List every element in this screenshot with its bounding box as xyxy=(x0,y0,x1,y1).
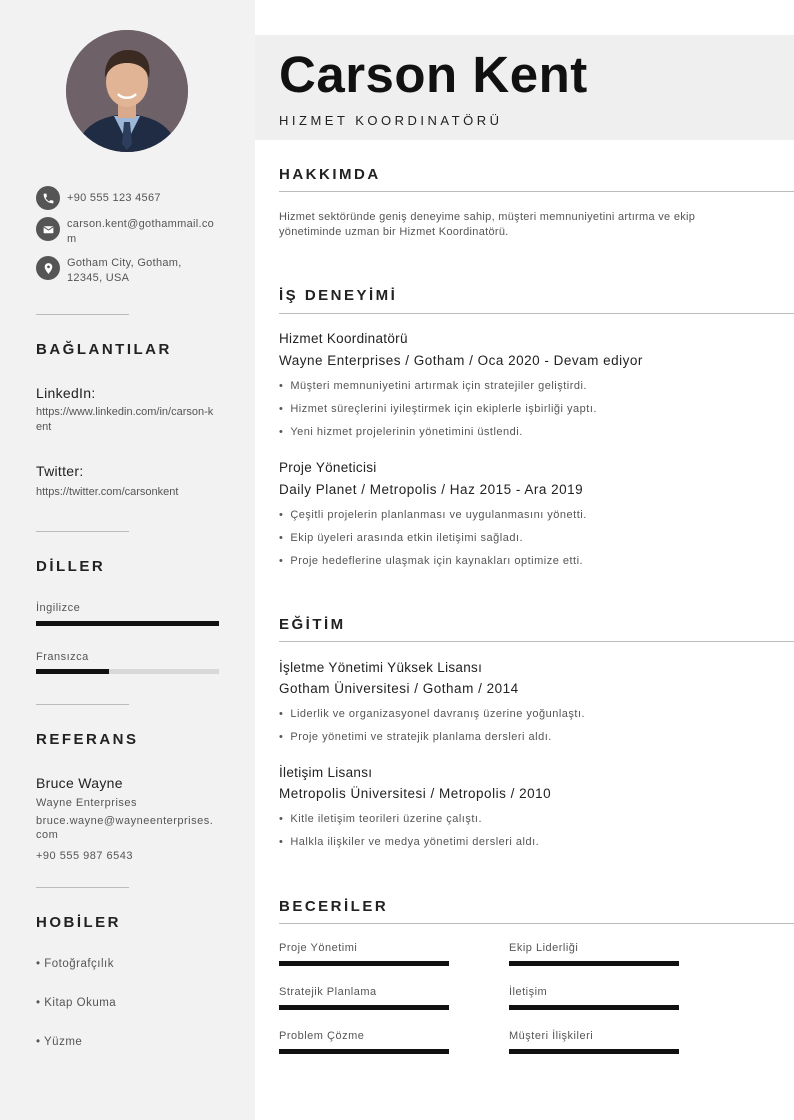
job-bullet: • Yeni hizmet projelerinin yönetimini üstlendi. xyxy=(279,426,523,438)
skill-level-fill xyxy=(279,1005,449,1010)
links-heading: BAĞLANTILAR xyxy=(36,341,172,358)
skill-level-fill xyxy=(509,1049,679,1054)
sidebar-divider xyxy=(36,531,129,532)
job-bullet: • Hizmet süreçlerini iyileştirmek için ekiplerle işbirliği yaptı. xyxy=(279,403,597,415)
address-text: Gotham City, Gotham, 12345, USA xyxy=(67,257,182,284)
skill-level-bar xyxy=(509,1005,679,1010)
education-bullet: • Kitle iletişim teorileri üzerine çalıştı. xyxy=(279,813,482,825)
skill-level-bar xyxy=(279,961,449,966)
skill-name: Stratejik Planlama xyxy=(279,986,377,998)
contact-address xyxy=(36,256,207,286)
contact-email xyxy=(36,217,219,247)
degree-title: İletişim Lisansı xyxy=(279,765,373,780)
degree-details: Metropolis Üniversitesi / Metropolis / 2010 xyxy=(279,786,552,801)
language-name: İngilizce xyxy=(36,602,81,614)
language-level-fill xyxy=(36,621,219,626)
degree-title: İşletme Yönetimi Yüksek Lisansı xyxy=(279,660,483,675)
phone-icon xyxy=(36,186,60,210)
about-text: Hizmet sektöründe geniş deneyime sahip, müşteri memnuniyetini artırma ve ekip yönetiminde uzman bir Hizmet Koordinatörü. xyxy=(279,211,696,238)
skill-level-bar xyxy=(279,1049,449,1054)
linkedin-url[interactable]: https://www.linkedin.com/in/carson-kent xyxy=(36,406,214,433)
envelope-icon xyxy=(36,217,60,241)
twitter-url[interactable]: https://twitter.com/carsonkent xyxy=(36,486,179,498)
section-rule xyxy=(279,923,794,924)
job-title-header: HIZMET KOORDINATÖRÜ xyxy=(279,113,503,128)
sidebar-divider xyxy=(36,314,129,315)
skill-level-bar xyxy=(509,1049,679,1054)
sidebar-divider xyxy=(36,887,129,888)
hobby-item: • Kitap Okuma xyxy=(36,997,117,1009)
hobby-item: • Fotoğrafçılık xyxy=(36,958,115,970)
skill-level-fill xyxy=(509,961,679,966)
reference-email[interactable]: bruce.wayne@wayneenterprises.com xyxy=(36,815,214,841)
language-name: Fransızca xyxy=(36,651,89,663)
about-heading: HAKKIMDA xyxy=(279,166,381,183)
language-level-bar xyxy=(36,621,219,626)
hobbies-heading: HOBİLER xyxy=(36,914,121,931)
email-link[interactable]: carson.kent@gothammail.com xyxy=(67,218,215,245)
job-details: Daily Planet / Metropolis / Haz 2015 - Ara 2019 xyxy=(279,482,584,497)
skills-heading: BECERİLER xyxy=(279,898,389,915)
skill-name: İletişim xyxy=(509,986,548,998)
reference-name: Bruce Wayne xyxy=(36,775,123,791)
job-bullet: • Ekip üyeleri arasında etkin iletişimi sağladı. xyxy=(279,532,523,544)
skill-name: Problem Çözme xyxy=(279,1030,365,1042)
skill-name: Ekip Liderliği xyxy=(509,942,579,954)
experience-heading: İŞ DENEYİMİ xyxy=(279,287,398,304)
language-level-bar xyxy=(36,669,219,674)
linkedin-label: LinkedIn: xyxy=(36,385,96,401)
section-rule xyxy=(279,641,794,642)
education-bullet: • Liderlik ve organizasyonel davranış üzerine yoğunlaştı. xyxy=(279,708,585,720)
job-title: Hizmet Koordinatörü xyxy=(279,331,408,346)
skill-name: Proje Yönetimi xyxy=(279,942,358,954)
skill-level-bar xyxy=(509,961,679,966)
job-bullet: • Müşteri memnuniyetini artırmak için stratejiler geliştirdi. xyxy=(279,380,587,392)
job-bullet: • Proje hedeflerine ulaşmak için kaynakları optimize etti. xyxy=(279,555,583,567)
language-level-fill xyxy=(36,669,109,674)
job-title: Proje Yöneticisi xyxy=(279,460,377,475)
phone-text: +90 555 123 4567 xyxy=(67,192,161,204)
person-name: Carson Kent xyxy=(279,46,588,103)
section-rule xyxy=(279,191,794,192)
skill-level-fill xyxy=(279,961,449,966)
job-details: Wayne Enterprises / Gotham / Oca 2020 - Devam ediyor xyxy=(279,353,643,368)
section-rule xyxy=(279,313,794,314)
reference-company: Wayne Enterprises xyxy=(36,797,138,809)
degree-details: Gotham Üniversitesi / Gotham / 2014 xyxy=(279,681,519,696)
education-heading: EĞİTİM xyxy=(279,616,346,633)
sidebar-divider xyxy=(36,704,129,705)
languages-heading: DİLLER xyxy=(36,558,106,575)
reference-phone: +90 555 987 6543 xyxy=(36,850,134,862)
references-heading: REFERANS xyxy=(36,731,139,748)
map-pin-icon xyxy=(36,256,60,280)
job-bullet: • Çeşitli projelerin planlanması ve uygulanmasını yönetti. xyxy=(279,509,587,521)
education-bullet: • Proje yönetimi ve stratejik planlama dersleri aldı. xyxy=(279,731,552,743)
skill-level-fill xyxy=(279,1049,449,1054)
hobby-item: • Yüzme xyxy=(36,1036,83,1048)
profile-photo xyxy=(66,30,188,152)
skill-name: Müşteri İlişkileri xyxy=(509,1030,594,1042)
contact-phone xyxy=(36,186,219,210)
twitter-label: Twitter: xyxy=(36,463,84,479)
education-bullet: • Halkla ilişkiler ve medya yönetimi dersleri aldı. xyxy=(279,836,539,848)
skill-level-bar xyxy=(279,1005,449,1010)
skill-level-fill xyxy=(509,1005,679,1010)
